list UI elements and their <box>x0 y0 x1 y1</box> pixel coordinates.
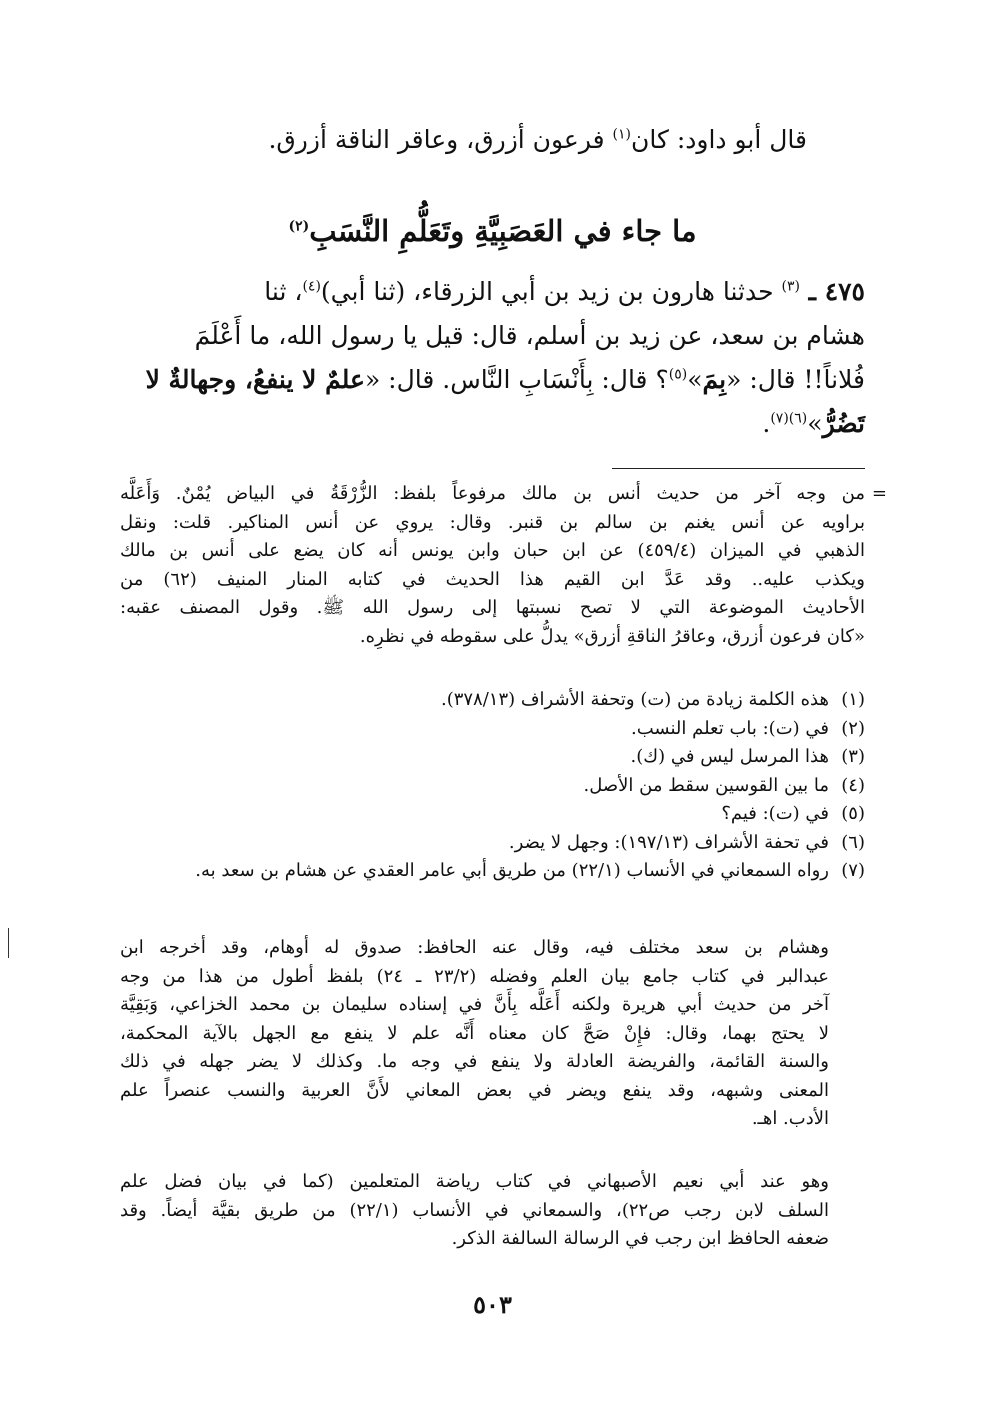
footnote-ref: (٦)(٧) <box>770 410 808 427</box>
hadith-part: فُلاناً!! قال: « <box>726 365 865 394</box>
hadith-part: حدثنا هارون بن زيد بن أبي الزرقاء، (ثنا أبي) <box>320 277 782 306</box>
footnote-line: هذا المرسل ليس في (ك). <box>630 746 829 767</box>
footnote-7-paragraph-1 <box>120 934 829 1134</box>
top-line-part: قال أبو داود: كان <box>631 125 807 154</box>
hadith-line-2: هشام بن سعد، عن زيد بن أسلم، قال: قيل يا رسول الله، ما أَعْلَمَ <box>194 321 865 350</box>
footnote-line: والسنة القائمة، والفريضة العادلة ولا ينفع في وجه ما. وكذلك لا يضر جهله في ذلك <box>120 1051 829 1072</box>
hadith-line-1 <box>115 270 865 314</box>
footnote-line: المعنى وشبهه، وقد ينفع ويضر في بعض المعاني لأَنَّ العربية والنسب عنصراً علم <box>120 1079 829 1101</box>
footnote-line: هذه الكلمة زيادة من (ت) وتحفة الأشراف (٣٧٨/١٣). <box>440 689 829 710</box>
footnote-line: ما بين القوسين سقط من الأصل. <box>583 774 829 796</box>
hadith-part: . <box>762 409 771 438</box>
hadith-line-3 <box>115 358 865 402</box>
top-line-part: فرعون أزرق، وعاقر الناقة أزرق. <box>268 125 613 154</box>
hadith-part: » <box>807 409 823 438</box>
footnote-number: (٣) <box>841 746 865 767</box>
footnote-line: في (ت): باب تعلم النسب. <box>631 717 829 739</box>
footnote-line: وهشام بن سعد مختلف فيه، وقال عنه الحافظ: صدوق له أوهام، وقد أخرجه ابن <box>120 937 829 958</box>
footnote-item <box>120 772 865 801</box>
footnote-line: السلف لابن رجب ص٢٢)، والسمعاني في الأنساب (٢٢/١) من طريق بقيَّة أيضاً. وقد <box>120 1199 829 1221</box>
footnote-line: عبدالبر في كتاب جامع بيان العلم وفضله (٢٣/٢ ـ ٢٤) بلفظ أطول من هذا من وجه <box>120 965 829 987</box>
footnote-item <box>120 743 865 772</box>
hadith-part: » <box>687 365 703 394</box>
footnote-number: (٧) <box>841 860 865 881</box>
continuation-marker: = <box>871 483 887 504</box>
hadith-quote: بِمَ <box>702 365 727 394</box>
footnote-line: في (ت): فيم؟ <box>721 803 829 824</box>
footnote-line: آخر من حديث أبي هريرة ولكنه أَعَلَّه بِأَنَّ في إسناده سليمان بن محمد الخزاعي، وَبَقِيَّة <box>120 994 829 1015</box>
footnote-number: (٦) <box>841 831 865 853</box>
footnote-number: (١) <box>841 689 865 710</box>
hadith-quote: تَضُرُّ <box>822 409 865 438</box>
footnote-continuation <box>120 480 887 651</box>
hadith-text <box>115 270 865 446</box>
footnote-line: براويه عن أنس يغنم بن سالم بن قنبر. وقال: يروي عن أنس المناكير. قلت: ونقل <box>120 511 865 533</box>
footnote-divider <box>612 468 865 469</box>
footnote-line: رواه السمعاني في الأنساب (٢٢/١) من طريق أبي عامر العقدي عن هشام بن سعد به. <box>195 860 829 881</box>
hadith-line-4 <box>115 402 865 446</box>
footnote-ref: (٢) <box>288 218 310 235</box>
footnote-line: ضعفه الحافظ ابن رجب في الرسالة السالفة الذكر. <box>451 1228 829 1249</box>
footnote-line: «كان فرعون أزرق، وعاقرُ الناقةِ أزرق» يدلُّ على سقوطه في نظرِه. <box>359 625 865 647</box>
footnote-line: الأحاديث الموضوعة التي لا تصح نسبتها إلى رسول الله ﷺ. وقول المصنف عقبه: <box>120 597 865 618</box>
footnote-line: الأدب. اهـ. <box>751 1108 829 1129</box>
footnote-item <box>120 686 865 715</box>
footnote-ref: (٥) <box>668 366 688 383</box>
footnote-7-paragraph-2 <box>120 1168 829 1254</box>
footnote-number: (٤) <box>841 774 865 796</box>
footnote-number: (٢) <box>841 717 865 739</box>
footnote-line: في تحفة الأشراف (١٩٧/١٣): وجهل لا يضر. <box>508 831 829 853</box>
top-line-text <box>187 118 807 162</box>
margin-scan-mark <box>8 928 9 958</box>
hadith-number: ٤٧٥ ـ <box>799 277 865 306</box>
footnote-ref: (١) <box>612 126 632 143</box>
footnote-item <box>120 829 865 858</box>
footnote-item <box>120 857 865 886</box>
footnotes-list <box>120 686 865 886</box>
footnote-number: (٥) <box>841 803 865 824</box>
hadith-part: ؟ قال: بِأَنْسَابِ النَّاس. قال: « <box>364 365 669 394</box>
footnote-item <box>120 800 865 829</box>
footnote-line: الذهبي في الميزان (٤٥٩/٤) عن ابن حبان وابن يونس أنه كان يضع على أنس بن مالك <box>120 540 865 561</box>
footnote-item <box>120 715 865 744</box>
footnote-ref: (٣) <box>781 278 800 295</box>
footnote-line: وهو عند أبي نعيم الأصبهاني في كتاب رياضة المتعلمين (كما في بيان فضل علم <box>120 1171 829 1192</box>
footnote-line: من وجه آخر من حديث أنس بن مالك مرفوعاً بلفظ: الزُّرْقَةُ في البياض يُمْنٌ. وَأَعَلَّه <box>120 483 866 504</box>
chapter-heading-text: ما جاء في العَصَبِيَّةِ وتَعَلُّمِ النَّسَبِ <box>309 214 697 248</box>
footnote-ref: (٤) <box>302 278 321 295</box>
footnote-line: ويكذب عليه.. وقد عَدَّ ابن القيم هذا الحديث في كتابه المنار المنيف (٦٢) من <box>120 568 865 590</box>
chapter-heading <box>0 205 985 257</box>
footnote-line: لا يحتج بهما، وقال: فإِنْ صَحَّ كان معناه أَنَّه علم لا ينفع مع الجهل بالآية المحكمة، <box>120 1022 829 1044</box>
page-number: ٥٠٣ <box>473 1290 512 1319</box>
hadith-quote: علمٌ لا ينفعُ، وجهالةٌ لا <box>145 365 365 394</box>
hadith-part: ، ثنا <box>264 277 303 306</box>
